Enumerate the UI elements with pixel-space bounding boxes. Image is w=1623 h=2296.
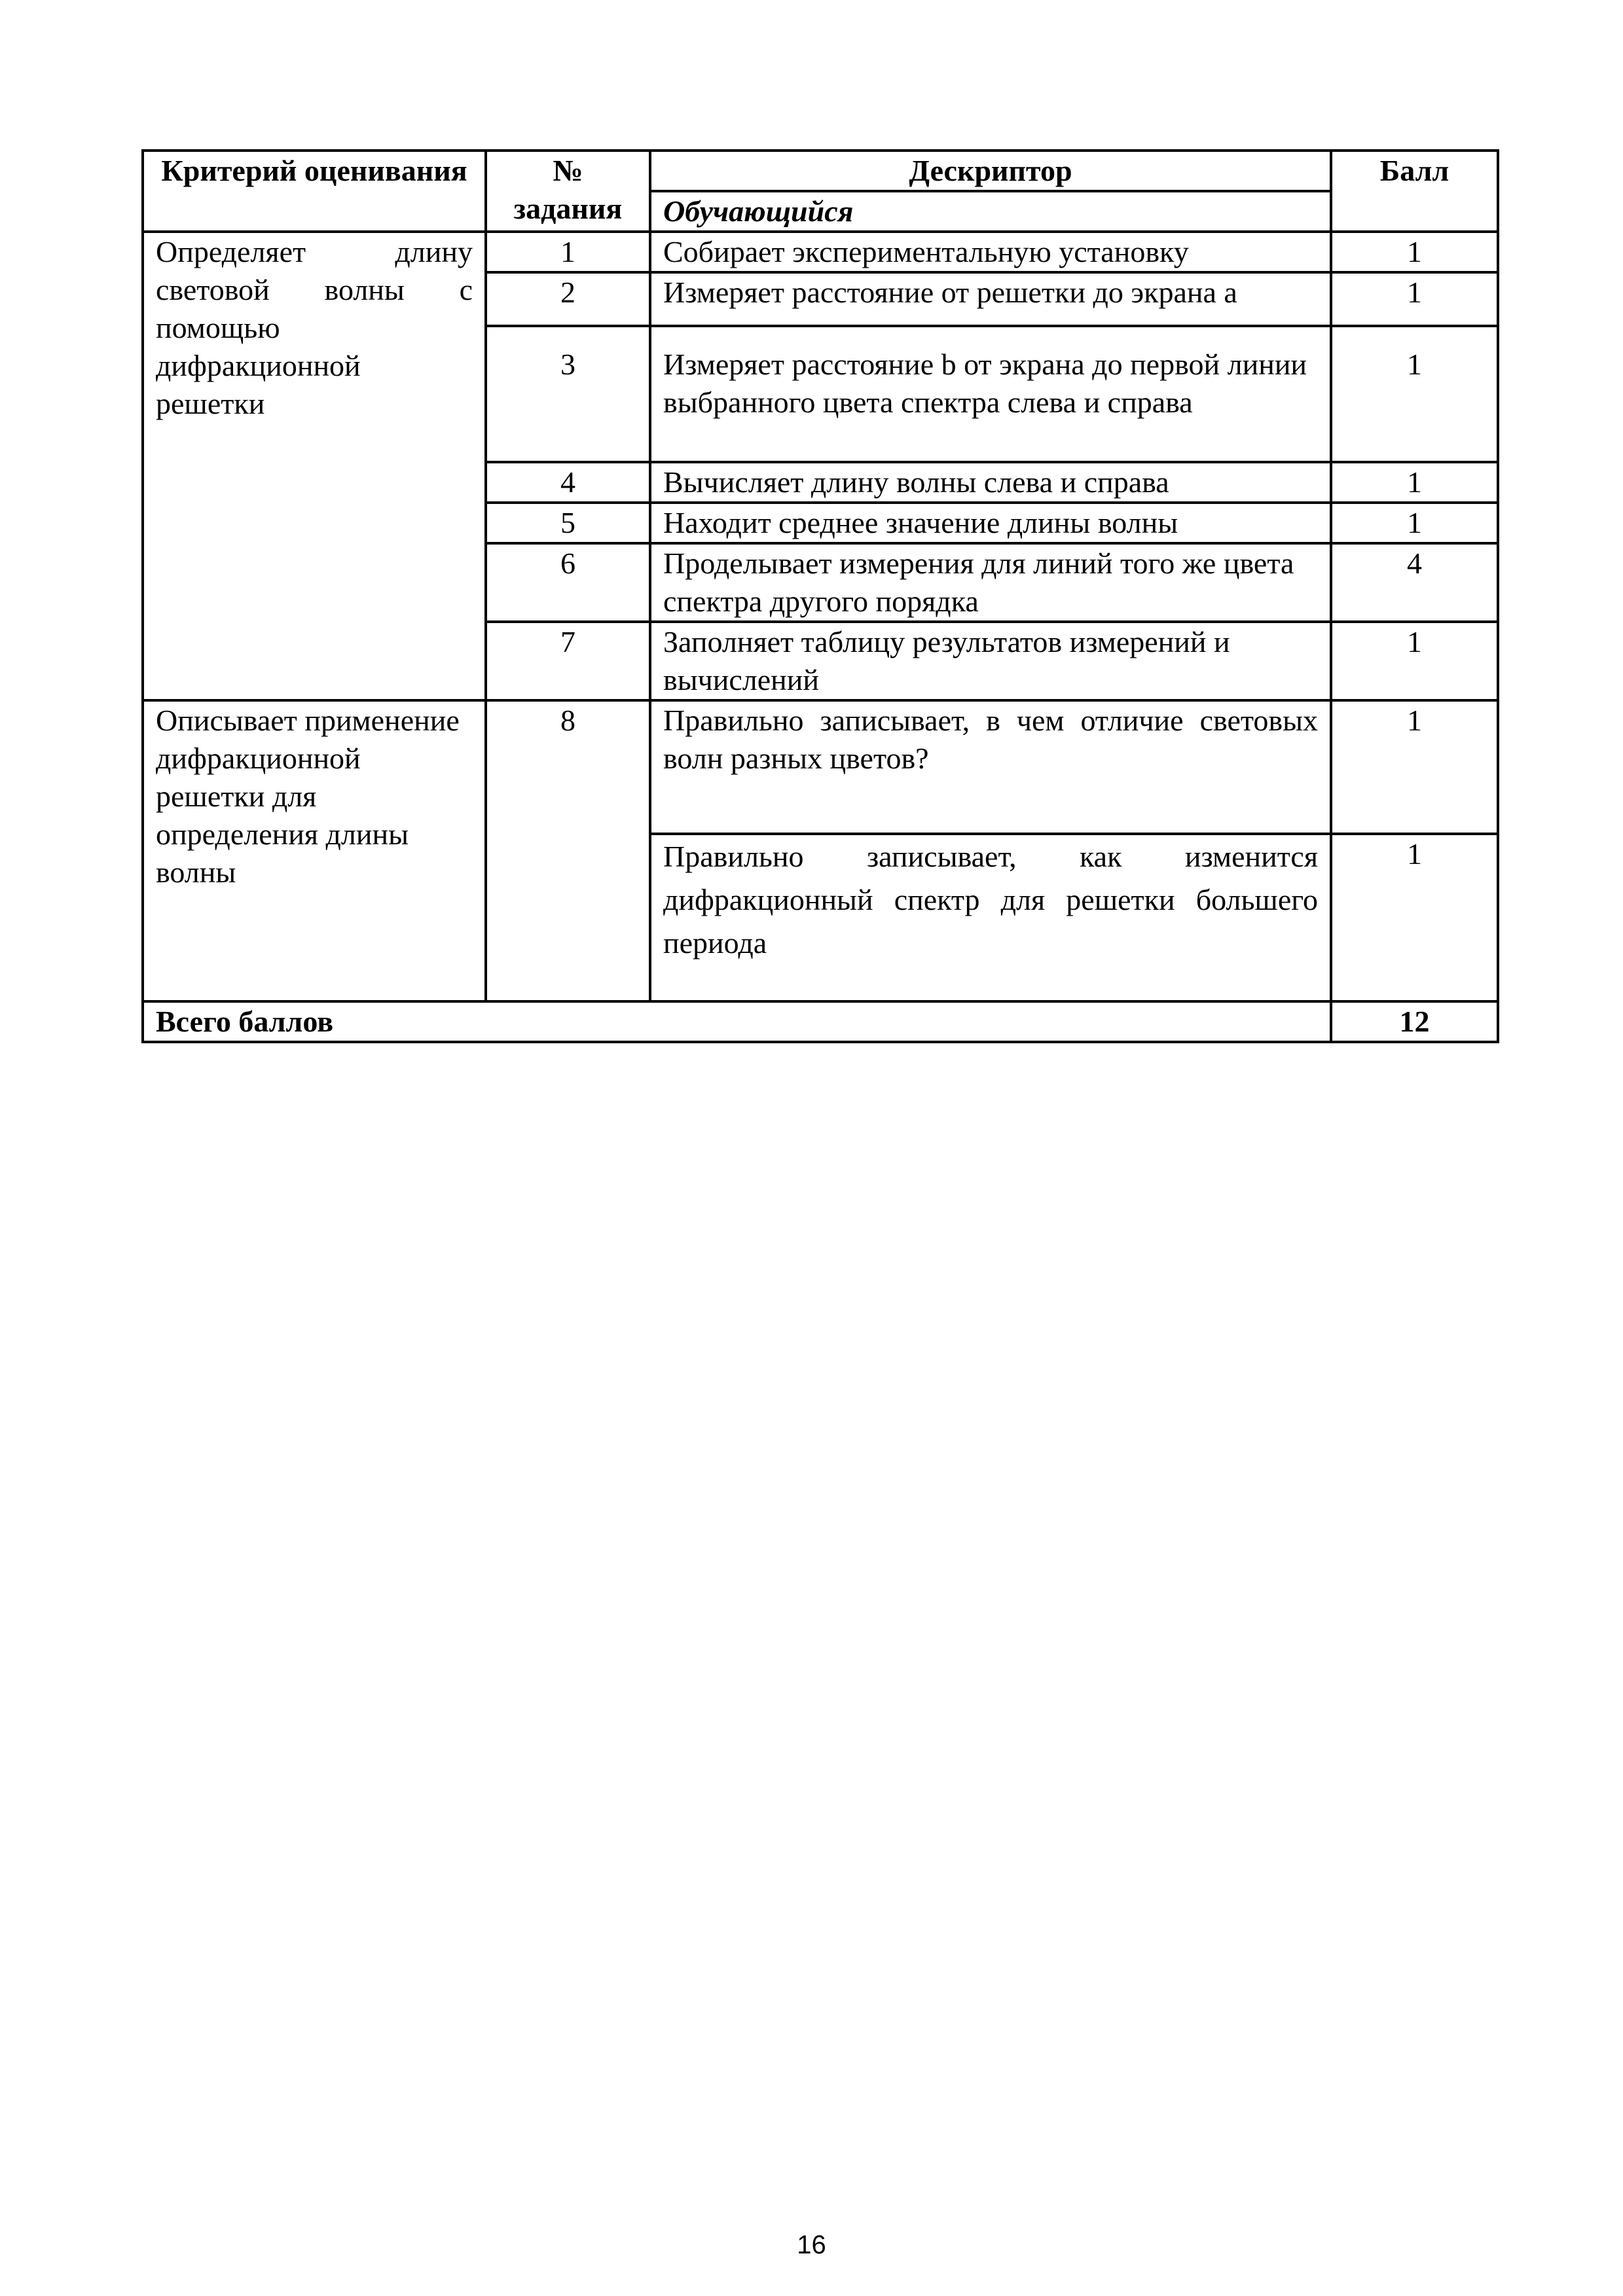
table-row xyxy=(143,700,1498,834)
page-number: 16 xyxy=(797,2231,826,2259)
score-value: 1 xyxy=(1331,622,1498,700)
table-header-row xyxy=(143,151,1498,191)
criterion-cell: Определяет длину световой волны с помощью дифракционной решетки xyxy=(143,232,486,700)
score-value: 1 xyxy=(1331,700,1498,834)
score-value: 1 xyxy=(1331,462,1498,503)
descriptor-text: Измеряет расстояние b от экрана до первой линии выбранного цвета спектра слева и справа xyxy=(650,326,1331,462)
task-number: 5 xyxy=(486,503,650,543)
descriptor-text: Проделывает измерения для линий того же цвета спектра другого порядка xyxy=(650,543,1331,622)
task-number: 3 xyxy=(486,326,650,462)
task-number: 4 xyxy=(486,462,650,503)
total-row xyxy=(143,1001,1498,1042)
descriptor-text: Вычисляет длину волны слева и справа xyxy=(650,462,1331,503)
assessment-table xyxy=(141,149,1499,1043)
score-value: 1 xyxy=(1331,272,1498,326)
header-task-number: № задания xyxy=(486,151,650,232)
table-row xyxy=(143,232,1498,272)
task-number: 1 xyxy=(486,232,650,272)
task-number: 8 xyxy=(486,700,650,1001)
descriptor-text: Находит среднее значение длины волны xyxy=(650,503,1331,543)
descriptor-text: Собирает экспериментальную установку xyxy=(650,232,1331,272)
descriptor-text: Заполняет таблицу результатов измерений и вычислений xyxy=(650,622,1331,700)
score-value: 1 xyxy=(1331,232,1498,272)
score-value: 1 xyxy=(1331,834,1498,1001)
descriptor-text: Правильно записывает, как изменится дифракционный спектр для решетки большего периода xyxy=(650,834,1331,1001)
header-descriptor-subtitle: Обучающийся xyxy=(650,191,1331,232)
total-score: 12 xyxy=(1331,1001,1498,1042)
score-value: 1 xyxy=(1331,503,1498,543)
criterion-cell: Описывает применение дифракционной решетки для определения длины волны xyxy=(143,700,486,1001)
task-number: 7 xyxy=(486,622,650,700)
header-criterion: Критерий оценивания xyxy=(143,151,486,232)
header-score: Балл xyxy=(1331,151,1498,232)
header-descriptor: Дескриптор xyxy=(650,151,1331,191)
task-number: 2 xyxy=(486,272,650,326)
task-number: 6 xyxy=(486,543,650,622)
total-label: Всего баллов xyxy=(143,1001,1331,1042)
score-value: 1 xyxy=(1331,326,1498,462)
descriptor-text: Правильно записывает, в чем отличие световых волн разных цветов? xyxy=(650,700,1331,834)
descriptor-text: Измеряет расстояние от решетки до экрана а xyxy=(650,272,1331,326)
score-value: 4 xyxy=(1331,543,1498,622)
